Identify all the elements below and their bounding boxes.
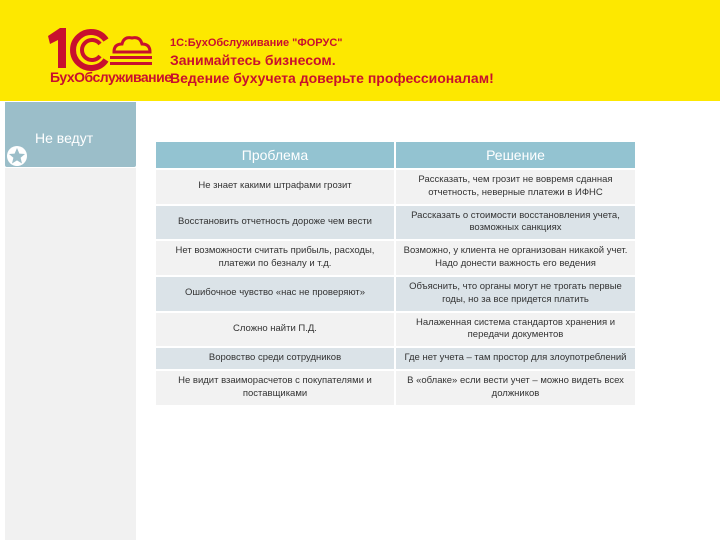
problem-cell: Не знает какими штрафами грозит [156, 170, 396, 204]
header-problem: Проблема [156, 142, 396, 168]
table-row [156, 313, 635, 347]
problem-cell: Воровство среди сотрудников [156, 348, 396, 369]
solution-cell: Объяснить, что органы могут не трогать первые годы, но за все придется платить [396, 277, 635, 311]
company-name: 1С:БухОбслуживание "ФОРУС" [170, 37, 343, 49]
problem-solution-table [156, 140, 635, 407]
header-banner [0, 0, 720, 101]
sidebar-tab-label: Не ведут [35, 130, 94, 146]
sidebar-panel [5, 168, 136, 540]
problem-cell: Сложно найти П.Д. [156, 313, 396, 347]
slogan-line-1: Занимайтесь бизнесом. [170, 52, 336, 68]
problem-cell: Нет возможности считать прибыль, расходы, платежи по безналу и т.д. [156, 241, 396, 275]
table-header-row [156, 142, 635, 168]
table-row [156, 170, 635, 204]
header-solution: Решение [396, 142, 635, 168]
table-row [156, 241, 635, 275]
star-icon [7, 146, 27, 166]
table-row [156, 348, 635, 369]
table-row [156, 206, 635, 240]
table-row [156, 371, 635, 405]
problem-cell: Ошибочное чувство «нас не проверяют» [156, 277, 396, 311]
problem-cell: Восстановить отчетность дороже чем вести [156, 206, 396, 240]
solution-cell: В «облаке» если вести учет – можно видеть всех должников [396, 371, 635, 405]
table-row [156, 277, 635, 311]
solution-cell: Налаженная система стандартов хранения и передачи документов [396, 313, 635, 347]
slogan-line-2: Ведение бухучета доверьте профессионалам! [170, 70, 494, 86]
brand-name: БухОбслуживание [50, 69, 172, 85]
solution-cell: Рассказать, чем грозит не вовремя сданная отчетность, неверные платежи в ИФНС [396, 170, 635, 204]
solution-cell: Где нет учета – там простор для злоупотреблений [396, 348, 635, 369]
solution-cell: Возможно, у клиента не организован никакой учет. Надо донести важность его ведения [396, 241, 635, 275]
problem-cell: Не видит взаиморасчетов с покупателями и поставщиками [156, 371, 396, 405]
solution-cell: Рассказать о стоимости восстановления учета, возможных санкциях [396, 206, 635, 240]
